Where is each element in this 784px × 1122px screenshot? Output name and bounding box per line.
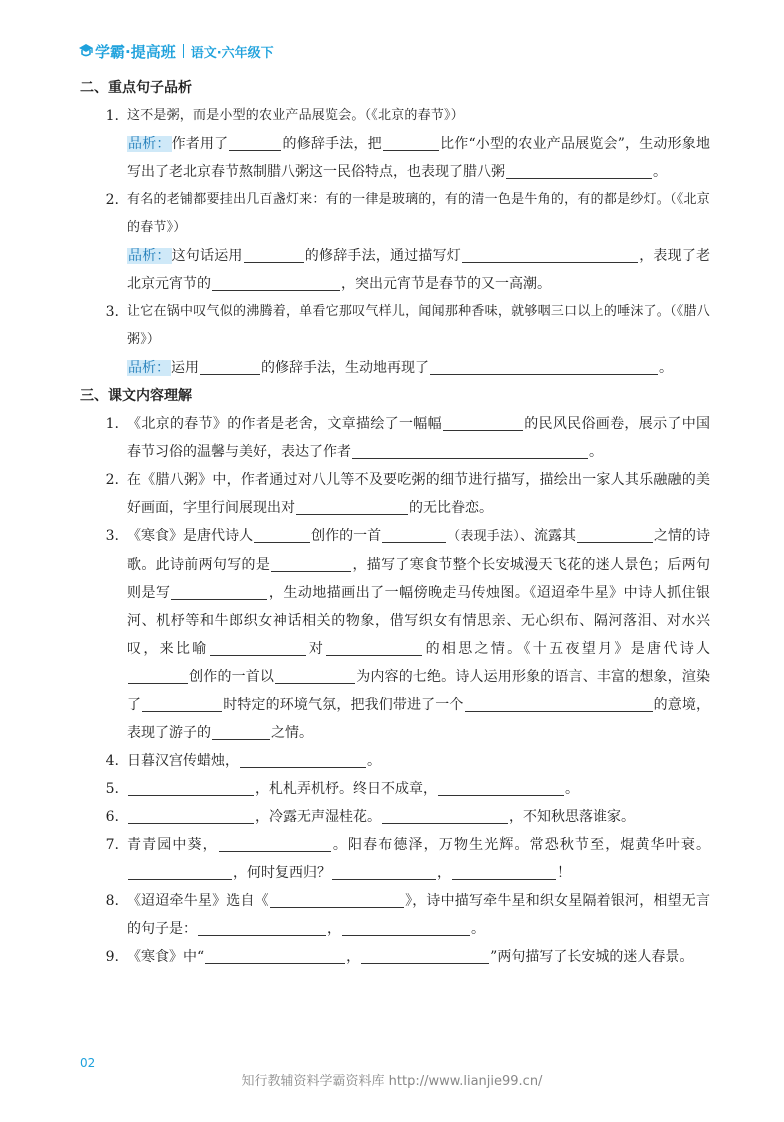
- text: ，札札弄机杼。终日不成章，: [255, 781, 437, 797]
- answer-blank[interactable]: [352, 442, 588, 459]
- item-number: 1.: [105, 416, 119, 432]
- analysis-tag: 品析：: [128, 360, 170, 376]
- answer-blank[interactable]: [452, 863, 556, 880]
- comprehension-item-4: [80, 747, 710, 775]
- text: ，: [346, 949, 361, 965]
- answer-blank[interactable]: [128, 667, 188, 684]
- comprehension-item-6: [80, 803, 710, 831]
- answer-blank[interactable]: [128, 779, 254, 796]
- answer-blank[interactable]: [128, 863, 232, 880]
- text: 。: [471, 921, 485, 937]
- answer-blank[interactable]: [198, 919, 326, 936]
- answer-blank[interactable]: [506, 162, 652, 179]
- text: 。: [653, 164, 667, 180]
- answer-blank[interactable]: [205, 947, 345, 964]
- answer-blank[interactable]: [171, 583, 267, 600]
- text: ，表现了老北京元宵节的: [127, 248, 711, 292]
- answer-blank[interactable]: [342, 919, 470, 936]
- text: 运用: [171, 360, 199, 376]
- sentence-item-1: [80, 102, 710, 186]
- item-number: 6.: [105, 809, 119, 825]
- text: ，: [327, 921, 341, 937]
- text: 的修辞手法，生动地再现了: [261, 360, 429, 376]
- answer-blank[interactable]: [244, 246, 304, 263]
- answer-blank[interactable]: [577, 526, 653, 543]
- item-number: 9.: [105, 949, 119, 965]
- answer-blank[interactable]: [142, 695, 222, 712]
- text: ，不知秋思落谁家。: [509, 809, 635, 825]
- text: ，冷露无声湿桂花。: [255, 809, 381, 825]
- answer-blank[interactable]: [465, 695, 653, 712]
- text: 的相思之情。《十五夜望月》是唐代诗人: [423, 641, 711, 657]
- text: 这句话运用: [171, 248, 243, 264]
- text: 的意境，表现了游子的: [127, 697, 711, 741]
- watermark-text: 知行教辅资料学霸资料库 http://www.lianjie99.cn/: [241, 1074, 543, 1089]
- answer-blank[interactable]: [275, 667, 355, 684]
- text: 之情的诗歌。此诗前两句写的是: [127, 528, 711, 573]
- answer-blank[interactable]: [443, 414, 523, 431]
- section-title-comprehension: 三、课文内容理解: [80, 388, 192, 404]
- answer-blank[interactable]: [200, 358, 260, 375]
- comprehension-item-8: [80, 887, 710, 943]
- answer-blank[interactable]: [212, 274, 340, 291]
- text: 之情。: [271, 725, 313, 741]
- section-title-sentences: 二、重点句子品析: [80, 80, 192, 96]
- answer-blank[interactable]: [270, 891, 404, 908]
- text: 创作的一首: [311, 528, 382, 544]
- answer-blank[interactable]: [254, 526, 310, 543]
- text: 为内容的七绝。诗人运用形象的语言、丰富的想象，渲染了: [127, 669, 710, 713]
- item-number: 8.: [105, 893, 119, 909]
- text: 的无比眷恋。: [409, 500, 493, 516]
- text: 的民风民俗画卷，展示了中国春节习俗的温馨与美好，表达了作者: [127, 416, 711, 460]
- text: 《北京的春节》的作者是老舍，文章描绘了一幅幅: [127, 416, 442, 432]
- text: 比作“小型的农业产品展览会”，生动形象地写出了老北京春节熬制腊八粥这一民俗特点，也表现了腊八粥: [127, 136, 711, 180]
- text: 日暮汉宫传蜡烛，: [127, 753, 239, 769]
- comprehension-item-9: [80, 943, 710, 971]
- analysis-tag: 品析：: [128, 136, 171, 152]
- text: ，: [437, 865, 451, 881]
- graduation-cap-icon: [78, 42, 94, 60]
- brand-logo: [78, 41, 176, 62]
- comprehension-item-2: [80, 466, 710, 522]
- comprehension-item-7: [80, 831, 710, 887]
- item-number: 2.: [105, 472, 119, 488]
- answer-blank[interactable]: [326, 639, 422, 656]
- answer-blank[interactable]: [271, 555, 351, 572]
- text: 。: [589, 444, 603, 460]
- quote-text: 让它在锅中叹气似的沸腾着，单看它那叹气样儿，闻闻那种香味，就够咽三口以上的唾沫了。（《腊八粥》）: [127, 304, 710, 347]
- text: 。阳春布德泽，万物生光辉。常恐秋节至，焜黄华叶衰。: [331, 837, 711, 853]
- text: 、流露其: [519, 528, 576, 544]
- answer-blank[interactable]: [229, 134, 281, 151]
- quote-text: 这不是粥，而是小型的农业产品展览会。（《北京的春节》）: [127, 108, 464, 123]
- text: 《迢迢牵牛星》选自《: [127, 893, 269, 909]
- text: 。: [565, 781, 579, 797]
- answer-blank[interactable]: [383, 134, 439, 151]
- item-number: 5.: [105, 781, 119, 797]
- answer-blank[interactable]: [210, 639, 306, 656]
- text: 对: [306, 641, 326, 657]
- text: 》，诗中描写牵牛星和织女星隔着银河，相望无言的句子是：: [127, 893, 710, 937]
- text: 时特定的环境气氛，把我们带进了一个: [223, 697, 464, 713]
- answer-blank[interactable]: [382, 807, 508, 824]
- hint-text: （表现手法）: [447, 529, 520, 544]
- sentence-item-3: [80, 298, 710, 382]
- answer-blank[interactable]: [212, 723, 270, 740]
- text: 的修辞手法，把: [282, 136, 382, 152]
- text: ，突出元宵节是春节的又一高潮。: [341, 276, 551, 292]
- answer-blank[interactable]: [430, 358, 658, 375]
- sentence-item-2: [80, 186, 710, 298]
- page-header: [78, 38, 274, 64]
- text: 创作的一首以: [189, 669, 275, 685]
- item-number: 7.: [105, 837, 119, 853]
- text: 《寒食》是唐代诗人: [127, 528, 254, 544]
- answer-blank[interactable]: [219, 835, 331, 852]
- answer-blank[interactable]: [296, 498, 408, 515]
- item-number: 4.: [105, 753, 119, 769]
- text: 。: [659, 360, 673, 376]
- text: 。: [367, 753, 381, 769]
- answer-blank[interactable]: [128, 807, 254, 824]
- text: ，描写了寒食节整个长安城漫天飞花的迷人景色；后两句则是写: [127, 557, 711, 601]
- text: 在《腊八粥》中，作者通过对八儿等不及要吃粥的细节进行描写，描绘出一家人其乐融融的美好画面，字里行间展现出对: [127, 472, 710, 516]
- text: 青青园中葵，: [127, 837, 218, 853]
- worksheet-content: [80, 74, 710, 971]
- subject-label: 语文·六年级下: [190, 45, 274, 61]
- answer-blank[interactable]: [361, 947, 489, 964]
- text: ，何时复西归？: [233, 865, 331, 881]
- header-divider: [183, 44, 184, 58]
- page-number: 02: [80, 1056, 96, 1070]
- answer-blank[interactable]: [462, 246, 638, 263]
- comprehension-item-1: [80, 410, 710, 466]
- text: ”两句描写了长安城的迷人春景。: [490, 949, 694, 965]
- brand-name: 学霸·提高班: [95, 42, 176, 61]
- answer-blank[interactable]: [332, 863, 436, 880]
- answer-blank[interactable]: [240, 751, 366, 768]
- text: ，生动地描画出了一幅傍晚走马传烛图。《迢迢牵牛星》中诗人抓住银河、机杼等和牛郎织女神话相关的物象，借写织女有情思亲、无心织布、隔河落泪、对水兴叹，来比喻: [127, 585, 711, 657]
- analysis-tag: 品析：: [128, 248, 171, 264]
- answer-blank[interactable]: [382, 526, 446, 543]
- item-number: 2.: [105, 192, 119, 208]
- item-number: 3.: [105, 528, 119, 544]
- comprehension-item-5: [80, 775, 710, 803]
- quote-text: 有名的老铺都要挂出几百盏灯来：有的一律是玻璃的，有的清一色是牛角的，有的都是纱灯。（《北京的春节》）: [127, 192, 710, 235]
- item-number: 1.: [105, 108, 119, 124]
- text: ！: [557, 865, 571, 881]
- item-number: 3.: [105, 304, 119, 320]
- text: 作者用了: [171, 136, 229, 152]
- comprehension-item-3: [80, 522, 710, 747]
- text: 《寒食》中“: [127, 949, 205, 965]
- text: 的修辞手法，通过描写灯: [304, 248, 462, 264]
- answer-blank[interactable]: [438, 779, 564, 796]
